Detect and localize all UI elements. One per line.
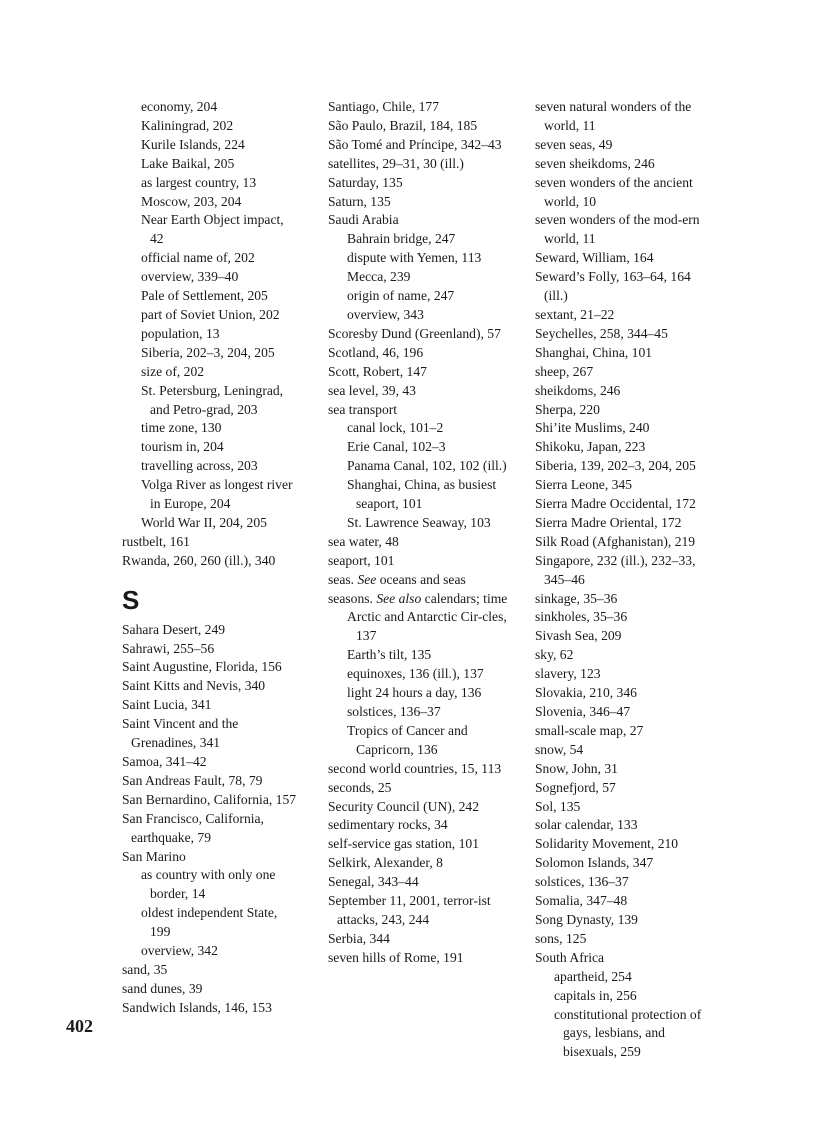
- index-subentry: constitutional protection of gays, lesbians, and bisexuals, 259: [554, 1006, 702, 1060]
- index-subentry: Earth’s tilt, 135: [347, 647, 432, 663]
- index-entry: Singapore, 232 (ill.), 232–33, 345–46: [535, 552, 696, 587]
- index-entry: sheep, 267: [535, 363, 594, 379]
- index-entry: Slovakia, 210, 346: [535, 685, 637, 701]
- index-entry: Sandwich Islands, 146, 153: [122, 999, 272, 1015]
- index-entry: Song Dynasty, 139: [535, 911, 638, 927]
- index-entry: Shanghai, China, 101: [535, 344, 653, 360]
- entry-term: seas.: [328, 571, 355, 587]
- index-entry: San Andreas Fault, 78, 79: [122, 772, 263, 788]
- page-number: 402: [66, 1016, 93, 1036]
- index-subentry: Kurile Islands, 224: [141, 136, 245, 152]
- index-subentry: Bahrain bridge, 247: [347, 231, 456, 247]
- index-subentry: World War II, 204, 205: [141, 514, 267, 530]
- index-entry: September 11, 2001, terror-ist attacks, 243, 244: [328, 893, 491, 927]
- index-subentry: Moscow, 203, 204: [141, 193, 242, 209]
- index-subentry: overview, 342: [141, 943, 218, 959]
- index-entry: sedimentary rocks, 34: [328, 817, 448, 833]
- index-entry: solar calendar, 133: [535, 817, 638, 833]
- index-subentry: Shanghai, China, as busiest seaport, 101: [347, 477, 497, 512]
- index-entry: seven natural wonders of the world, 11: [535, 99, 692, 133]
- index-entry: sons, 125: [535, 930, 587, 946]
- index-entry: Somalia, 347–48: [535, 893, 628, 909]
- index-entry: sinkholes, 35–36: [535, 609, 628, 625]
- see-target: oceans and seas: [376, 571, 466, 587]
- index-entry: Sol, 135: [535, 798, 581, 814]
- index-entry: Saint Lucia, 341: [122, 697, 212, 713]
- index-subentry: St. Petersburg, Leningrad, and Petro-grad, 203: [141, 382, 284, 417]
- index-entry: Seychelles, 258, 344–45: [535, 325, 668, 341]
- index-subentry: as country with only one border, 14: [141, 867, 276, 902]
- index-subentry: Mecca, 239: [347, 269, 411, 285]
- index-entry: Santiago, Chile, 177: [328, 99, 440, 114]
- index-subentry: part of Soviet Union, 202: [141, 306, 280, 322]
- index-subentry: dispute with Yemen, 113: [347, 250, 482, 266]
- index-entry: sky, 62: [535, 647, 574, 663]
- index-entry: seven wonders of the ancient world, 10: [535, 174, 693, 209]
- index-entry: seven sheikdoms, 246: [535, 155, 655, 171]
- index-entry: Senegal, 343–44: [328, 874, 419, 890]
- index-entry: Scoresby Dund (Greenland), 57: [328, 325, 501, 341]
- index-subentry: as largest country, 13: [141, 174, 257, 190]
- index-entry: sand, 35: [122, 961, 168, 977]
- index-subentry: overview, 339–40: [141, 269, 239, 285]
- index-entry: Snow, John, 31: [535, 760, 618, 776]
- index-entry: Shikoku, Japan, 223: [535, 439, 646, 455]
- section-heading: S: [122, 584, 140, 615]
- index-entry: Scott, Robert, 147: [328, 363, 427, 379]
- index-entry: Saudi Arabia: [328, 212, 399, 228]
- index-entry: Saint Vincent and the Grenadines, 341: [122, 716, 239, 751]
- index-entry: self-service gas station, 101: [328, 836, 479, 852]
- index-entry: seven seas, 49: [535, 136, 613, 152]
- index-entry: Sherpa, 220: [535, 401, 600, 417]
- index-entry: seconds, 25: [328, 779, 392, 795]
- index-subentry: size of, 202: [141, 363, 205, 379]
- index-entry: Sierra Madre Occidental, 172: [535, 496, 696, 512]
- index-entry: Seward’s Folly, 163–64, 164 (ill.): [535, 269, 691, 304]
- index-subentry: Siberia, 202–3, 204, 205: [141, 344, 275, 360]
- index-entry: seven hills of Rome, 191: [328, 949, 464, 965]
- index-entry: seaport, 101: [328, 552, 395, 568]
- index-entry: Scotland, 46, 196: [328, 344, 424, 360]
- index-entry: sea transport: [328, 401, 398, 417]
- index-column-3: [535, 98, 717, 1062]
- index-entry: sea water, 48: [328, 533, 399, 549]
- index-entry: São Tomé and Príncipe, 342–43: [328, 136, 502, 152]
- index-subentry: travelling across, 203: [141, 458, 258, 474]
- index-subentry: equinoxes, 136 (ill.), 137: [347, 666, 484, 682]
- index-entry: [328, 590, 508, 609]
- see-target: calendars; time: [421, 590, 508, 606]
- entry-term: seasons.: [328, 590, 373, 606]
- index-entry: Sognefjord, 57: [535, 779, 616, 795]
- index-subentry: Tropics of Cancer and Capricorn, 136: [347, 722, 468, 757]
- index-entry: sand dunes, 39: [122, 980, 203, 996]
- see-reference: See: [357, 571, 377, 587]
- index-entry: Sivash Sea, 209: [535, 628, 622, 644]
- index-entry: sheikdoms, 246: [535, 382, 621, 398]
- index-entry: Saturday, 135: [328, 174, 403, 190]
- index-subentry: Panama Canal, 102, 102 (ill.): [347, 458, 507, 474]
- index-subentry: oldest independent State, 199: [141, 905, 278, 940]
- index-subentry: solstices, 136–37: [347, 704, 441, 719]
- index-entry: solstices, 136–37: [535, 874, 629, 890]
- index-subentry: time zone, 130: [141, 420, 222, 436]
- index-subentry: light 24 hours a day, 136: [347, 685, 482, 701]
- index-subentry: Near Earth Object impact, 42: [141, 212, 284, 247]
- index-entry: Slovenia, 346–47: [535, 704, 631, 719]
- index-subentry: canal lock, 101–2: [347, 420, 444, 436]
- index-entry: South Africa: [535, 949, 605, 965]
- index-subentry: population, 13: [141, 325, 220, 341]
- index-subentry: Arctic and Antarctic Cir-cles, 137: [347, 609, 507, 644]
- index-entry: Samoa, 341–42: [122, 754, 207, 769]
- index-subentry: official name of, 202: [141, 250, 255, 266]
- index-entry: Sahrawi, 255–56: [122, 640, 215, 656]
- index-entry: Sierra Leone, 345: [535, 477, 633, 493]
- index-subentry: Kaliningrad, 202: [141, 117, 234, 133]
- index-entry: Saint Kitts and Nevis, 340: [122, 678, 266, 694]
- index-subentry: capitals in, 256: [554, 987, 637, 1003]
- index-entry: Solomon Islands, 347: [535, 855, 654, 871]
- index-entry: Shi’ite Muslims, 240: [535, 420, 650, 436]
- index-subentry: Lake Baikal, 205: [141, 155, 235, 171]
- index-column-1: [122, 98, 300, 1018]
- index-subentry: St. Lawrence Seaway, 103: [347, 514, 491, 530]
- index-entry: sinkage, 35–36: [535, 590, 618, 606]
- index-subentry: economy, 204: [141, 99, 218, 114]
- index-entry: seven wonders of the mod-ern world, 11: [535, 212, 700, 247]
- see-reference: See also: [376, 590, 422, 606]
- index-entry: Saint Augustine, Florida, 156: [122, 659, 282, 675]
- index-entry: second world countries, 15, 113: [328, 760, 502, 776]
- index-entry: Saturn, 135: [328, 193, 391, 209]
- index-entry: rustbelt, 161: [122, 533, 190, 549]
- index-subentry: origin of name, 247: [347, 288, 455, 304]
- index-entry: Siberia, 139, 202–3, 204, 205: [535, 458, 696, 474]
- index-entry: Serbia, 344: [328, 930, 390, 946]
- index-entry: sextant, 21–22: [535, 306, 615, 322]
- index-entry: small-scale map, 27: [535, 722, 644, 738]
- index-subentry: Pale of Settlement, 205: [141, 288, 268, 304]
- index-entry: Selkirk, Alexander, 8: [328, 855, 443, 871]
- index-subentry: tourism in, 204: [141, 439, 224, 455]
- index-entry: Silk Road (Afghanistan), 219: [535, 533, 696, 549]
- index-entry: Rwanda, 260, 260 (ill.), 340: [122, 552, 276, 568]
- index-entry: San Bernardino, California, 157: [122, 791, 297, 807]
- index-entry: [328, 571, 508, 590]
- index-entry: Solidarity Movement, 210: [535, 836, 679, 852]
- index-entry: satellites, 29–31, 30 (ill.): [328, 155, 464, 171]
- index-entry: Sierra Madre Oriental, 172: [535, 514, 682, 530]
- index-entry: Security Council (UN), 242: [328, 798, 480, 814]
- index-subentry: apartheid, 254: [554, 968, 632, 984]
- index-entry: slavery, 123: [535, 666, 601, 682]
- index-entry: São Paulo, Brazil, 184, 185: [328, 117, 478, 133]
- index-entry: snow, 54: [535, 741, 584, 757]
- index-subentry: overview, 343: [347, 306, 424, 322]
- index-entry: San Marino: [122, 848, 186, 864]
- index-entry: Sahara Desert, 249: [122, 621, 226, 637]
- index-entry: Seward, William, 164: [535, 250, 654, 266]
- index-entry: San Francisco, California, earthquake, 79: [122, 810, 264, 845]
- index-entry: sea level, 39, 43: [328, 382, 416, 398]
- index-column-2: [328, 98, 508, 968]
- index-subentry: Volga River as longest river in Europe, 204: [141, 477, 293, 512]
- index-subentry: Erie Canal, 102–3: [347, 439, 446, 455]
